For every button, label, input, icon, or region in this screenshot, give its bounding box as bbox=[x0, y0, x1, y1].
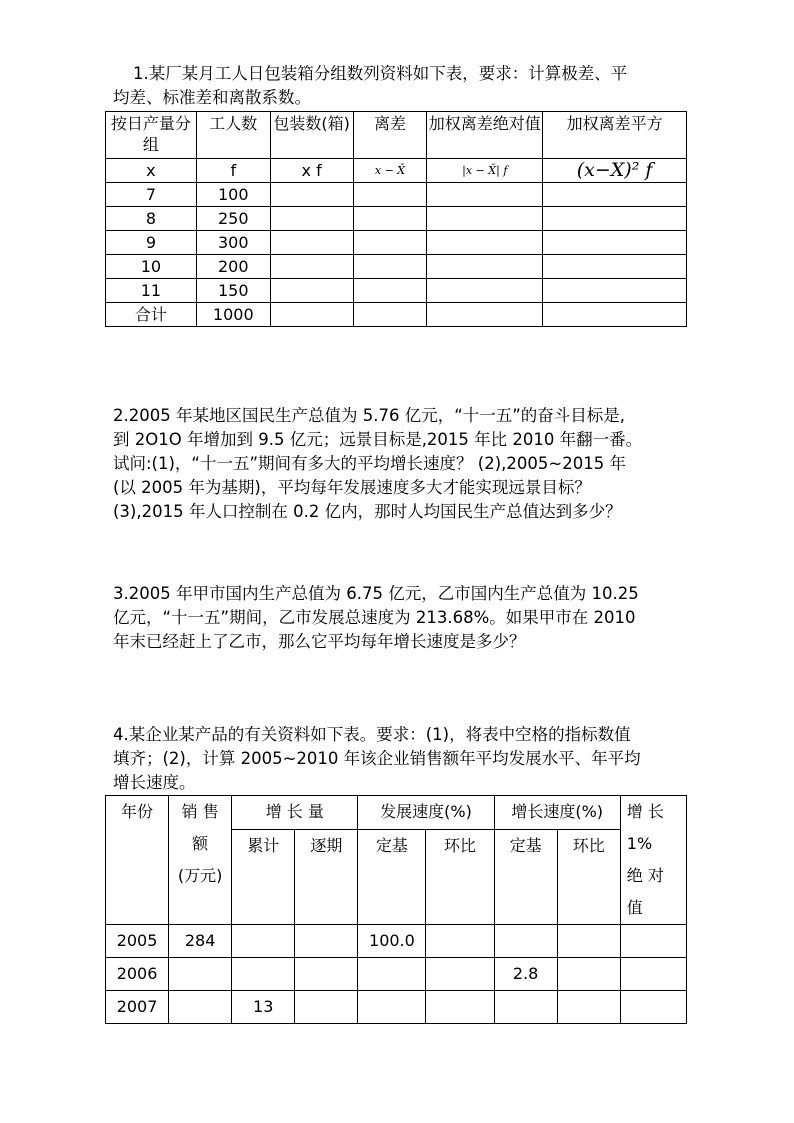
q1-table bbox=[105, 111, 687, 327]
q4-header-abs: 增 长 1% 绝 对 值 bbox=[620, 796, 686, 925]
table-row bbox=[106, 207, 687, 231]
table-cell bbox=[295, 991, 358, 1024]
q1-header: 加权离差绝对值 bbox=[427, 112, 543, 159]
q4-line: 增长速度。 bbox=[113, 773, 196, 792]
table-row bbox=[106, 925, 687, 958]
q4-header-growth-chain: 逐期 bbox=[295, 829, 358, 924]
table-cell bbox=[557, 991, 620, 1024]
q1-text bbox=[113, 62, 693, 110]
q4-header-dev-chain: 环比 bbox=[426, 829, 494, 924]
table-cell bbox=[295, 958, 358, 991]
q3-line: 亿元，“十一五”期间，乙市发展总速度为 213.68%。如果甲市在 2010 bbox=[113, 608, 636, 627]
table-cell: 2006 bbox=[106, 958, 169, 991]
q1-line1: 1.某厂某月工人日包装箱分组数列资料如下表，要求：计算极差、平 bbox=[133, 64, 628, 83]
q1-symbol: x f bbox=[270, 159, 353, 183]
table-cell: 100.0 bbox=[358, 925, 426, 958]
table-cell: 284 bbox=[169, 925, 232, 958]
q1-header: 包装数(箱) bbox=[270, 112, 353, 159]
q4-line: 填齐；(2)，计算 2005~2010 年该企业销售额年平均发展水平、年平均 bbox=[113, 749, 641, 768]
q1-symbol: x bbox=[106, 159, 197, 183]
q4-header-sales: 销 售 额 (万元) bbox=[169, 796, 232, 925]
q4-text bbox=[113, 723, 693, 795]
table-cell bbox=[494, 991, 557, 1024]
q1-symbol-formula: |x − X̄| f bbox=[427, 159, 543, 183]
table-cell: 11 bbox=[106, 279, 197, 303]
table-cell: 合计 bbox=[106, 303, 197, 327]
q3-line: 年末已经赶上了乙市，那么它平均每年增长速度是多少？ bbox=[113, 632, 526, 651]
table-cell: 10 bbox=[106, 255, 197, 279]
q4-header-year: 年份 bbox=[106, 796, 169, 925]
table-cell bbox=[358, 958, 426, 991]
table-cell: 300 bbox=[196, 231, 270, 255]
table-cell: 2.8 bbox=[494, 958, 557, 991]
table-cell: 1000 bbox=[196, 303, 270, 327]
table-cell bbox=[295, 925, 358, 958]
table-cell: 9 bbox=[106, 231, 197, 255]
table-cell bbox=[232, 958, 295, 991]
q4-header-inc-base: 定基 bbox=[494, 829, 557, 924]
q4-line: 4.某企业某产品的有关资料如下表。要求：(1)，将表中空格的指标数值 bbox=[113, 725, 631, 744]
q4-header-inc-chain: 环比 bbox=[557, 829, 620, 924]
q3-text bbox=[113, 582, 693, 654]
table-cell: 2007 bbox=[106, 991, 169, 1024]
table-cell bbox=[494, 925, 557, 958]
table-row bbox=[106, 255, 687, 279]
q4-header-inc: 增长速度(%) bbox=[494, 796, 620, 830]
table-cell bbox=[620, 925, 686, 958]
table-cell: 200 bbox=[196, 255, 270, 279]
q2-line: 试问:(1)，“十一五”期间有多大的平均增长速度？ (2),2005~2015 年 bbox=[113, 454, 626, 473]
q1-symbol: f bbox=[196, 159, 270, 183]
table-cell bbox=[620, 958, 686, 991]
q4-header-dev: 发展速度(%) bbox=[358, 796, 494, 830]
q3-line: 3.2005 年甲市国内生产总值为 6.75 亿元，乙市国内生产总值为 10.25 bbox=[113, 584, 639, 603]
table-row bbox=[106, 279, 687, 303]
q2-line: 到 2O1O 年增加到 9.5 亿元；远景目标是,2015 年比 2010 年翻一番。 bbox=[113, 430, 643, 449]
table-cell bbox=[620, 991, 686, 1024]
table-cell bbox=[426, 958, 494, 991]
table-cell: 13 bbox=[232, 991, 295, 1024]
q1-header: 工人数 bbox=[196, 112, 270, 159]
table-cell bbox=[232, 925, 295, 958]
q4-header-growth: 增 长 量 bbox=[232, 796, 358, 830]
table-cell bbox=[426, 991, 494, 1024]
table-cell bbox=[557, 958, 620, 991]
table-cell: 150 bbox=[196, 279, 270, 303]
table-row bbox=[106, 231, 687, 255]
table-cell bbox=[358, 991, 426, 1024]
q2-line: (以 2005 年为基期)，平均每年发展速度多大才能实现远景目标？ bbox=[113, 478, 591, 497]
table-cell bbox=[426, 925, 494, 958]
q1-symbol-formula: x − X̄ bbox=[353, 159, 427, 183]
q4-header-dev-base: 定基 bbox=[358, 829, 426, 924]
q1-header: 离差 bbox=[353, 112, 427, 159]
table-cell: 2005 bbox=[106, 925, 169, 958]
table-cell bbox=[557, 925, 620, 958]
table-row bbox=[106, 303, 687, 327]
table-row bbox=[106, 183, 687, 207]
table-cell: 8 bbox=[106, 207, 197, 231]
table-cell bbox=[169, 991, 232, 1024]
q4-header-growth-cum: 累计 bbox=[232, 829, 295, 924]
q2-line: (3),2015 年人口控制在 0.2 亿内，那时人均国民生产总值达到多少？ bbox=[113, 502, 622, 521]
table-cell: 250 bbox=[196, 207, 270, 231]
q1-line2: 均差、标准差和离散系数。 bbox=[113, 88, 311, 107]
table-cell bbox=[169, 958, 232, 991]
table-row bbox=[106, 991, 687, 1024]
q1-header: 按日产量分组 bbox=[106, 112, 197, 159]
q1-symbol-formula: (x−X)² f bbox=[543, 159, 687, 183]
q1-header: 加权离差平方 bbox=[543, 112, 687, 159]
table-cell: 100 bbox=[196, 183, 270, 207]
q2-line: 2.2005 年某地区国民生产总值为 5.76 亿元，“十一五”的奋斗目标是, bbox=[113, 406, 626, 425]
table-cell: 7 bbox=[106, 183, 197, 207]
q2-text bbox=[113, 404, 693, 524]
table-row bbox=[106, 958, 687, 991]
q4-table bbox=[105, 795, 687, 1024]
